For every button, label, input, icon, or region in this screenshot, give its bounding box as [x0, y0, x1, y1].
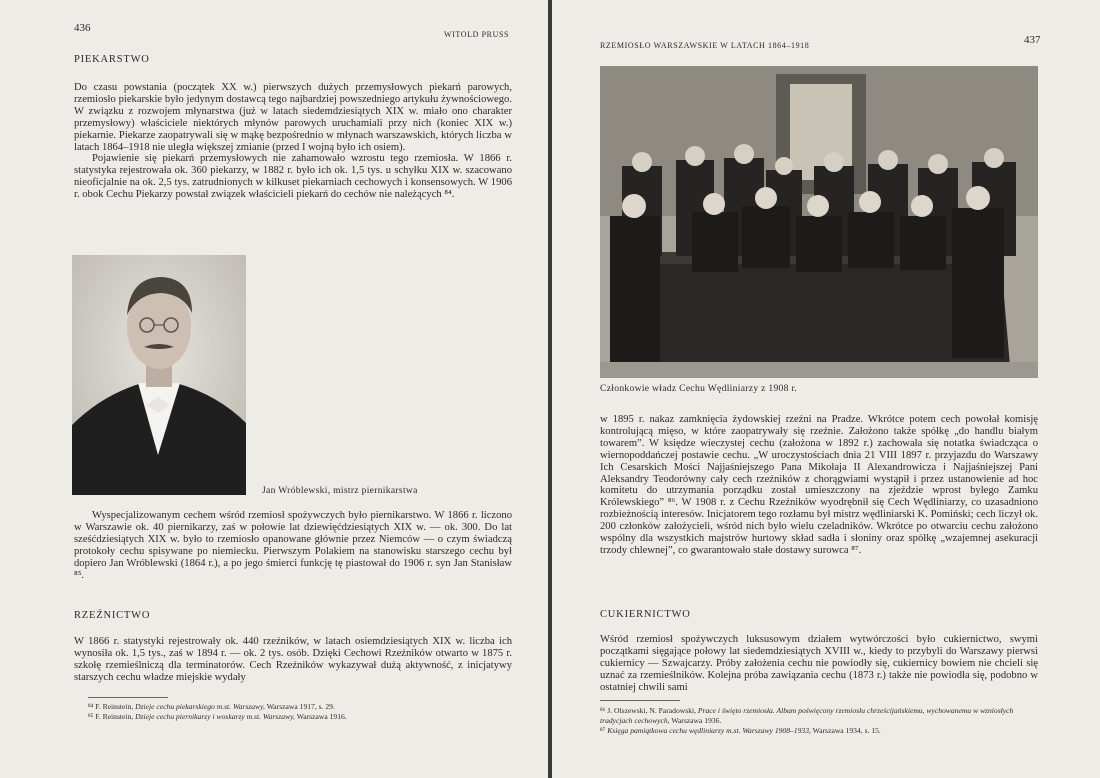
- section-heading-cukiernictwo: CUKIERNICTWO: [600, 609, 691, 620]
- page-number: 437: [1024, 34, 1041, 46]
- footnote: ⁸⁴ F. Reinstein, Dzieje cechu piekarskiego m.st. Warszawy, Warszawa 1917, s. 29.: [88, 702, 335, 711]
- cukiernictwo-body: [600, 634, 1038, 694]
- paragraph: Do czasu powstania (początek XX w.) pierwszych dużych przemysłowych piekarń parowych, rzemiosło piekarskie było jedynym dostawcą tego najbardziej powszedniego artykułu żywnościowego. W związku z rozwojem młynarstwa (już w latach siedemdziesiątych XIX w. miało ono charakter przemysłowy) właściciele niektórych młynów parowych uruchamiali przy nich (koniec XIX w.) piekarnie. Piekarze zaopatrywali się w mąkę bezpośrednio w młynach warszawskich, których liczba w latach 1864–1918 nie uległa większej zmianie (przed I wojną było ich osiem).: [74, 82, 512, 153]
- piernikarstwo-body: [74, 510, 512, 581]
- paragraph: w 1895 r. nakaz zamknięcia żydowskiej rzeźni na Pradze. Wkrótce potem cech powołał komisję kontrolującą mięso, w które zaopatrywały się rzeźnie. Założono także spółkę „do handlu białym towarem”. W księdze wieczystej cechu (założona w 1892 r.) zachowała się notatka świadcząca o wiernopoddańczej postawie cechu. „W uroczystościach dnia 21 VIII 1897 r. przyjazdu do Warszawy Ich Cesarskich Mości Najjaśniejszego Pana Mikołaja II Alexandrowicza i Najjaśniejszej Pani Aleksandry Teodorówny cały cech rzeźników z chorągwiami wystąpił i przez ustanowienie ad hoc komitetu do utrzymania porządku został umieszczony na zjeździe wprost byłego Zamku Królewskiego” ⁸⁶. W 1908 r. z Cechu Rzeźników wyodrębnił się Cech Wędliniarzy, co uzasadniono rozbieżnością interesów. Inicjatorem tego rozłamu był mistrz wędliniarski K. Pomiński; cech liczył ok. 200 członków założycieli, wśród nich było wielu czeladników. Wkrótce po otwarciu cechu założono wspólny dla wszystkich majstrów hurtowy skład sadła i słoniny oraz spółkę „wzajemnej asekuracji trzody chlewnej”, co gwarantowało stałe dostawy surowca ⁸⁷.: [600, 414, 1038, 556]
- running-head: RZEMIOSŁO WARSZAWSKIE W LATACH 1864–1918: [600, 41, 810, 50]
- portrait-caption: Jan Wróblewski, mistrz piernikarstwa: [262, 485, 418, 496]
- group-photo: [600, 66, 1038, 378]
- piekarstwo-body: [74, 82, 512, 201]
- portrait-image: [72, 255, 246, 495]
- right-body: [600, 414, 1038, 557]
- left-page: [0, 0, 548, 778]
- footnotes: [88, 702, 518, 722]
- rzeznictwo-body: [74, 636, 512, 684]
- paragraph: W 1866 r. statystyki rejestrowały ok. 440 rzeźników, w latach osiemdziesiątych XIX w. liczba ich wynosiła ok. 1,5 tys., zaś w 1894 r. — ok. 2 tys. osób. Dzięki Cechowi Rzeźników otwarto w 1875 r. szkołę rzemieślniczą dla terminatorów. Cech Rzeźników wykazywał dużą aktywność, z inicjatywy starszych cechu władze miejskie wydały: [74, 636, 512, 683]
- running-head: WITOLD PRUSS: [444, 30, 510, 39]
- paragraph: Pojawienie się piekarń przemysłowych nie zahamowało wzrostu tego rzemiosła. W 1866 r. statystyka rejestrowała ok. 360 piekarzy, w 1882 r. było ich ok. 1,5 tys. u schyłku XIX w. szacowano nieoficjalnie na ok. 2,5 tys. zatrudnionych w kilkuset piekarniach cechowych i konsensowych. W 1906 r. obok Cechu Piekarzy powstał związek właścicieli piekarń do cechów nie należących ⁸⁴.: [74, 153, 512, 201]
- footnote: ⁸⁷ Księga pamiątkowa cechu wędliniarzy m.st. Warszawy 1908–1933, Warszawa 1934, s. 15.: [600, 726, 881, 735]
- photo-caption: Członkowie władz Cechu Wędliniarzy z 1908 r.: [600, 383, 798, 394]
- paragraph: Wśród rzemiosł spożywczych luksusowym działem wytwórczości było cukiernictwo, swymi początkami sięgające połowy lat siedemdziesiątych XVIII w., kiedy to przybyli do Warszawy pierwsi cukiernicy — Szwajcarzy. Próby założenia cechu nie powiodły się, cukiernicy bowiem nie chcieli się uznać za rzemieślników. Kolejna próba zawiązania cechu (1873 r.) także nie powiodła się, podobno w ostatniej chwili sami: [600, 634, 1038, 693]
- page-number: 436: [74, 22, 91, 34]
- section-heading-rzeznictwo: RZEŹNICTWO: [74, 610, 151, 621]
- footnotes: [600, 706, 1038, 736]
- footnote-rule: [600, 700, 680, 701]
- footnote: ⁸⁶ J. Olszewski, N. Paradowski, Prace i święto rzemiosła. Album poświęcony rzemiosłu chrześcijańskiemu, wychowanemu w wzniosłych tradycjach cechowych, Warszawa 1936.: [600, 706, 1014, 725]
- group-photo-image: [600, 66, 1038, 378]
- portrait-photo: [72, 255, 246, 495]
- footnote: ⁸⁵ F. Reinstein, Dzieje cechu piernikarzy i woskarzy m.st. Warszawy, Warszawa 1916.: [88, 712, 347, 721]
- footnote-rule: [88, 697, 168, 698]
- section-heading-piekarstwo: PIEKARSTWO: [74, 54, 150, 65]
- right-page: [552, 0, 1100, 778]
- paragraph: Wyspecjalizowanym cechem wśród rzemiosł spożywczych było piernikarstwo. W 1866 r. liczono w Warszawie ok. 40 piernikarzy, zaś w połowie lat dziewięćdziesiątych XIX w. — ok. 300. Do lat sześćdziesiątych XIX w. było to rzemiosło opanowane głównie przez Niemców — o czym świadczą protokoły cechu spisywane po niemiecku. Pierwszym Polakiem na stanowisku starszego cechu był dopiero Jan Wróblewski (1864 r.), a po jego śmierci funkcję tę piastował do 1906 r. syn Jan Stanisław ⁸⁵.: [74, 510, 512, 581]
